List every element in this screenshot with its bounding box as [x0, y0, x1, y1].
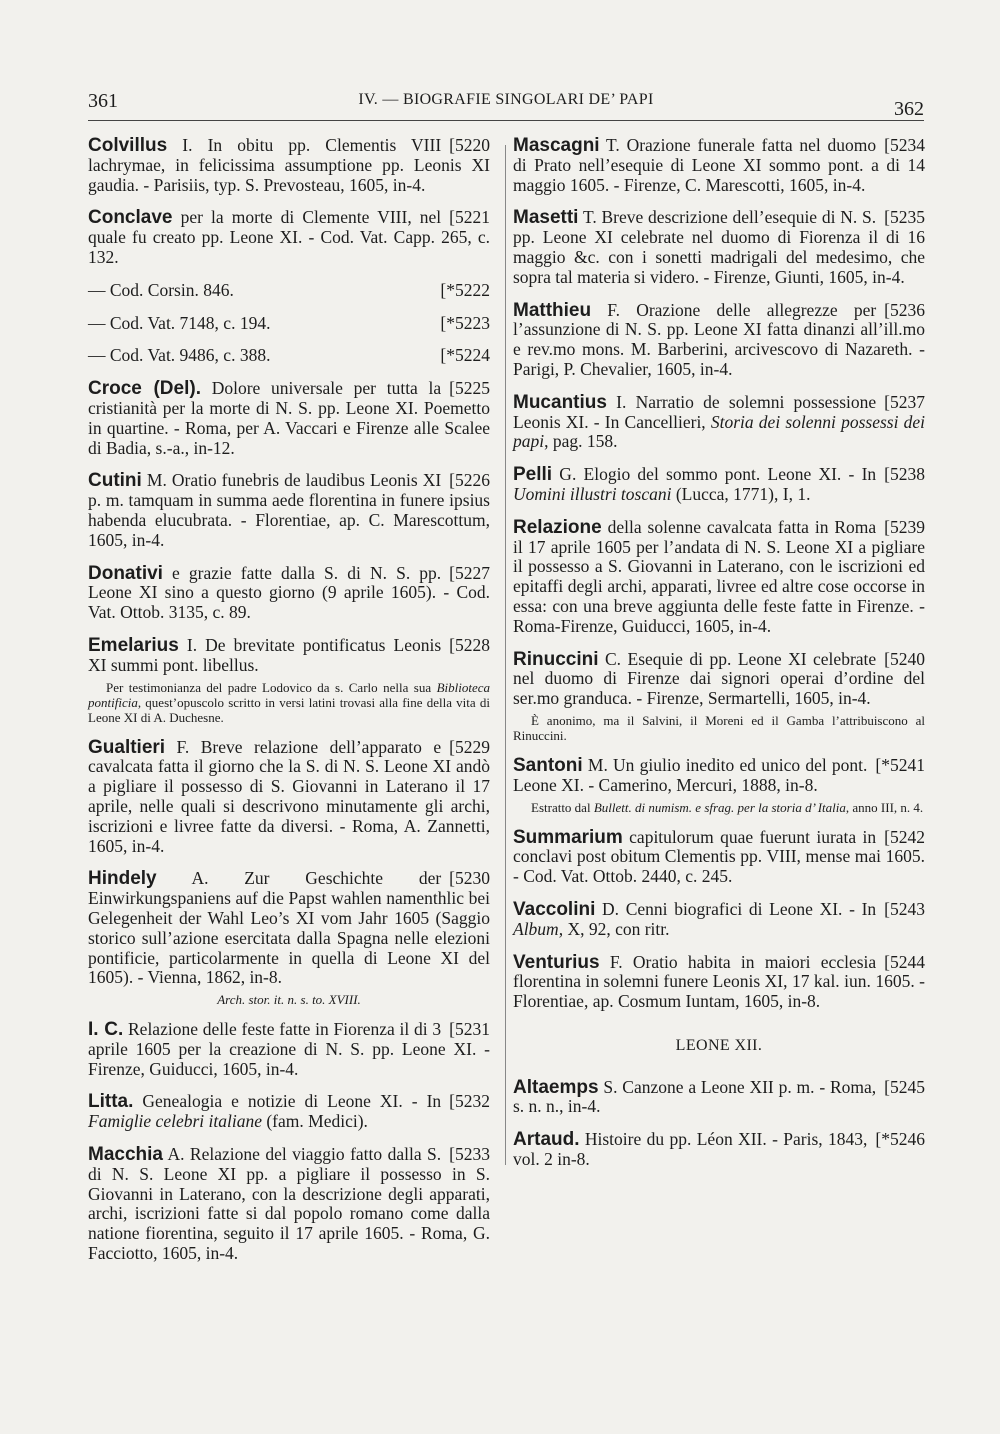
note-italic: Bullett. di numism. e sfrag. per la storia d’ Italia	[593, 799, 846, 815]
entry-heading: Altaemps	[513, 1076, 599, 1098]
entry-heading: Colvillus	[88, 135, 168, 156]
entry-text: e grazie fatte dalla S. di N. S. pp. Leone XI sino a questo giorno (9 aprile 1605). - Cod. Vat. Ottob. 3135, c. 89.	[88, 562, 490, 623]
entry-text: Relazione delle feste fatte in Fiorenza il di 3 aprile 1605 per la creazione di N. S. pp. Leone XI. - Firenze, Guiducci, 1605, in-4.	[88, 1019, 490, 1079]
entry-heading: I. C.	[88, 1019, 124, 1041]
entry-text: M. Oratio funebris de laudibus Leonis XI p. m. tamquam in summa aede florentina in funere ipsius habenda elucubrata. - Florentiae, ap. C. Marescottum, 1605, in-4.	[88, 470, 490, 550]
bibliography-entry	[88, 471, 490, 550]
bibliography-entry	[88, 314, 490, 334]
entry-heading: Masetti	[513, 207, 579, 229]
entry-number: [5220	[449, 135, 490, 155]
entry-text: della solenne cavalcata fatta in Roma il 17 aprile 1605 per l’andata di N. S. Leone XI a pigliare il possesso a S. Giovanni in Laterano, con le iscrizioni ed epitaffi degli archi, apparati, livree ed altre cose occorse in essa: con una breve aggiunta delle feste fatte in Firenze. - Roma-Firenze, Guiducci, 1605, in-4.	[513, 516, 925, 636]
entry-number: [5234	[884, 135, 925, 155]
entry-number: [5238	[884, 464, 925, 485]
entry-number: [5245	[884, 1076, 925, 1097]
entry-number: [5242	[884, 826, 925, 847]
column-divider	[505, 145, 506, 1165]
running-head: IV. — BIOGRAFIE SINGOLARI DE’ PAPI	[358, 91, 654, 108]
entry-number: [5231	[449, 1019, 490, 1040]
entry-text: A. Relazione del viaggio fatto dalla S. di N. S. Leone XI pp. a pigliare il possesso in S. Giovanni in Laterano, con la descrizione degli apparati, archi, iscrizioni fatte si dal popolo romano come dalla natione fiorentina, seguito il 17 aprile 1605. - Roma, G. Facciotto, 1605, in-4.	[88, 1144, 490, 1264]
entry-number: [5225	[449, 378, 490, 399]
entry-heading: Conclave	[88, 207, 173, 229]
bibliography-entry	[513, 900, 925, 940]
entry-number: [5227	[449, 562, 490, 583]
entry-note	[513, 800, 925, 815]
entry-text: I. Narratio de solemni possessione Leonis XI. - In Cancellieri,	[513, 391, 877, 432]
bibliography-entry	[513, 1078, 925, 1118]
entry-heading: Hindely	[88, 868, 157, 890]
entry-number: [5233	[449, 1144, 490, 1165]
entry-number: [5229	[449, 736, 490, 757]
bibliography-entry	[88, 346, 490, 366]
entry-heading: Mascagni	[513, 135, 600, 156]
entry-text: — Cod. Corsin. 846.	[88, 279, 234, 300]
entry-text: I. De brevitate pontificatus Leonis XI summi pont. libellus.	[88, 634, 442, 675]
entry-number: [5243	[884, 898, 925, 919]
entry-text: capitulorum quae fuerunt iurata in conclavi post obitum Clementis pp. VIII, mense mai 1605. - Cod. Vat. Ottob. 2440, c. 245.	[513, 826, 925, 887]
note-text-cont: , anno III, n. 4.	[845, 799, 924, 815]
bibliography-entry	[88, 1145, 490, 1264]
entry-text: A. Zur Geschichte der Einwirkungspaniens auf die Papst wahlen namenthlic bei Gelegenheit der Wahl Leo’s XI vom Jahr 1605 (Saggio storico sull’azione esercitata dalla Spagna nelle elezioni pontificie, particolarmente in quella di Leone XI del 1605). - Vienna, 1862, in-8.	[88, 868, 490, 988]
entry-title-italic: Storia dei solenni possessi dei papi	[513, 411, 925, 452]
entry-number: [5236	[884, 299, 925, 320]
entry-text: M. Un giulio inedito ed unico del pont. Leone XI. - Camerino, Mercuri, 1888, in-8.	[513, 754, 868, 795]
entry-source-note	[88, 992, 490, 1007]
right-column	[513, 136, 925, 1183]
entry-text: I. In obitu pp. Clementis VIII lachrymae, in felicissima assumptione pp. Leonis XI gaudia. - Parisiis, typ. S. Prevosteau, 1605, in-4.	[88, 135, 490, 195]
entry-number: [5232	[449, 1091, 490, 1112]
entry-heading: Macchia	[88, 1144, 163, 1166]
entry-text: — Cod. Vat. 7148, c. 194.	[88, 312, 271, 333]
entry-heading: Summarium	[513, 826, 623, 848]
entry-heading: Litta.	[88, 1091, 134, 1113]
entry-number: [*5224	[440, 345, 490, 366]
entry-number: [*5223	[440, 312, 490, 333]
entry-number: [5221	[449, 207, 490, 228]
entry-heading: Cutini	[88, 470, 142, 492]
entry-note	[88, 680, 490, 725]
bibliography-entry	[88, 636, 490, 725]
bibliography-entry	[513, 301, 925, 380]
bibliography-entry	[513, 828, 925, 887]
entry-heading: Relazione	[513, 516, 602, 538]
entry-title-italic: Album,	[513, 918, 564, 939]
entry-number: [*5246	[875, 1129, 925, 1150]
note-text-cont: , quest’opuscolo scritto in versi latini trovasi alla fine della vita di Leone XI di A. Duchesne.	[88, 694, 490, 725]
bibliography-entry	[88, 136, 490, 195]
bibliography-entry	[88, 564, 490, 623]
bibliography-entry	[88, 379, 490, 458]
header-rule	[88, 120, 924, 121]
entry-text: per la morte di Clemente VIII, nel quale fu creato pp. Leone XI. - Cod. Vat. Capp. 265, c. 132.	[88, 207, 490, 267]
note-text: Estratto dal	[531, 799, 594, 815]
entry-title-italic: Uomini illustri toscani	[513, 483, 672, 504]
entry-text: T. Breve descrizione dell’esequie di N. S. pp. Leone XI celebrate nel duomo di Fiorenza il di 16 maggio &c. con i sonetti madrigali del medesimo, che sopra tal materia si videro. - Firenze, Giunti, 1605, in-4.	[513, 207, 925, 287]
entry-text: T. Orazione funerale fatta nel duomo di Prato nell’esequie di Leone XI sommo pont. a di 14 maggio 1605. - Firenze, C. Marescotti, 1605, in-4.	[513, 135, 925, 195]
entry-note: È anonimo, ma il Salvini, il Moreni ed il Gamba l’attribuiscono al Rinuccini.	[513, 712, 925, 743]
entry-text: C. Esequie di pp. Leone XI celebrate nel duomo di Firenze dai signori operai d’ordine del ser.mo granduca. - Firenze, Sermartelli, 1605, in-4.	[513, 648, 925, 709]
bibliography-entry	[513, 136, 925, 195]
entry-text: F. Orazione delle allegrezze per l’assunzione di N. S. pp. Leone XI fatta dinanzi all’ill.mo e rev.mo mons. M. Barberini, arcivescovo di Nazareth. - Parigi, P. Chevalier, 1605, in-4.	[513, 299, 925, 379]
bibliography-entry	[88, 1092, 490, 1132]
entry-title-italic: Famiglie celebri italiane	[88, 1111, 262, 1132]
bibliography-entry	[513, 465, 925, 505]
note-italic: Biblioteca pontificia	[88, 679, 490, 710]
entry-heading: Venturius	[513, 951, 600, 973]
bibliography-entry	[513, 1130, 925, 1170]
section-title: LEONE XII.	[675, 1036, 763, 1054]
entry-heading: Emelarius	[88, 634, 179, 656]
page-number-left: 361	[88, 90, 118, 112]
left-column	[88, 136, 490, 1277]
entry-text: — Cod. Vat. 9486, c. 388.	[88, 345, 271, 366]
entry-heading: Artaud.	[513, 1129, 580, 1151]
entry-number: [5235	[884, 207, 925, 228]
entry-number: [*5241	[875, 754, 925, 775]
note-italic: Arch. stor. it. n. s. to. XVIII.	[217, 992, 361, 1008]
page-header	[88, 90, 924, 120]
entry-text-cont: (Lucca, 1771), I, 1.	[671, 483, 811, 504]
bibliography-entry	[513, 953, 925, 1012]
entry-text: Genealogia e notizie di Leone XI. - In	[133, 1091, 442, 1112]
entry-text: Histoire du pp. Léon XII. - Paris, 1843, vol. 2 in-8.	[513, 1129, 868, 1170]
entry-number: [5240	[884, 648, 925, 669]
entry-heading: Santoni	[513, 754, 583, 776]
entry-heading: Croce (Del).	[88, 378, 201, 400]
bibliography-entry	[513, 518, 925, 637]
bibliography-entry	[513, 393, 925, 452]
entry-heading: Pelli	[513, 464, 553, 486]
bibliography-entry	[88, 1020, 490, 1079]
entry-number: [5237	[884, 391, 925, 412]
entry-number: [5239	[884, 516, 925, 537]
bibliography-entry	[88, 208, 490, 267]
entry-text: F. Oratio habita in maiori ecclesia florentina in solemni funere Leonis XI, 17 kal. iun. 1605. - Florentiae, ap. Cosmum Iuntam, 1605, in-8.	[513, 951, 925, 1012]
entry-text-cont: (fam. Medici).	[261, 1111, 368, 1132]
entry-text-cont: X, 92, con ritr.	[563, 918, 670, 939]
note-text: Per testimonianza del padre Lodovico da s. Carlo nella sua	[106, 679, 437, 695]
bibliography-entry	[513, 208, 925, 287]
entry-number: [5226	[449, 470, 490, 491]
page-number-right: 362	[894, 98, 924, 120]
entry-heading: Mucantius	[513, 391, 607, 413]
entry-number: [5228	[449, 634, 490, 655]
bibliography-entry	[513, 650, 925, 743]
entry-heading: Vaccolini	[513, 898, 596, 920]
entry-heading: Rinuccini	[513, 648, 599, 670]
entry-heading: Donativi	[88, 562, 163, 584]
entry-text: F. Breve relazione dell’apparato e cavalcata fatta il giorno che la S. di N. S. Leone XI andò a pigliare il possesso di S. Giovanni in Laterano il 17 aprile, nelle quali si descrivono minutamente gli archi, iscrizioni e livree fatte da diversi. - Roma, A. Zannetti, 1605, in-4.	[88, 736, 490, 856]
entry-number: [5230	[449, 868, 490, 889]
entry-heading: Gualtieri	[88, 736, 166, 758]
entry-text: Dolore universale per tutta la cristianità per la morte di N. S. pp. Leone XI. Poemetto in quartine. - Roma, per A. Vaccari e Firenze alle Scalee di Badia, s.-a., in-12.	[88, 378, 490, 458]
entry-text-cont: , pag. 158.	[544, 431, 618, 452]
bibliography-entry	[88, 738, 490, 857]
bibliography-entry	[513, 756, 925, 815]
entry-text: S. Canzone a Leone XII p. m. - Roma, s. n. n., in-4.	[513, 1076, 877, 1117]
entry-text: G. Elogio del sommo pont. Leone XI. - In	[552, 464, 877, 485]
bibliography-entry	[88, 281, 490, 301]
bibliography-entry	[88, 869, 490, 1007]
entry-number: [*5222	[440, 279, 490, 300]
entry-number: [5244	[884, 951, 925, 972]
entry-heading: Matthieu	[513, 299, 592, 321]
entry-text: D. Cenni biografici di Leone XI. - In	[595, 898, 877, 919]
